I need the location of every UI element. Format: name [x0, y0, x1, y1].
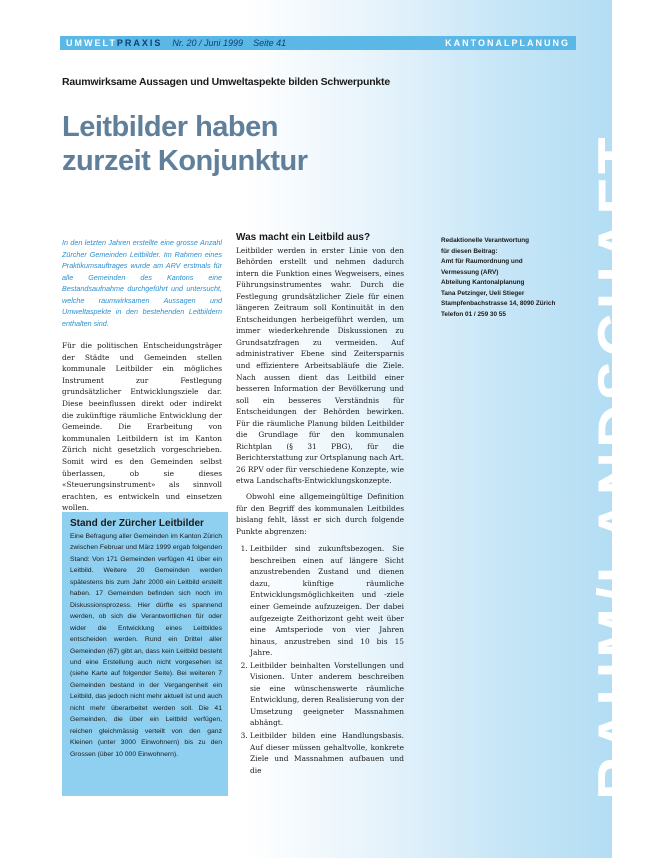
issue-number: Nr. 20 / Juni 1999 [172, 38, 244, 48]
info-box-title: Stand der Zürcher Leitbilder [70, 518, 204, 529]
credit-line: für diesen Beitrag: [441, 247, 498, 255]
credit-line: Amt für Raumordnung und [441, 258, 523, 265]
credit-line: Tana Petzinger, Ueli Stieger [441, 289, 525, 297]
headline [62, 110, 462, 178]
list-item: 3. Leitbilder bilden eine Handlungsbasis. Auf dieser müssen gehaltvolle, konkrete Ziele und Massnahmen aufbauen und die [250, 730, 404, 776]
brand-praxis: PRAXIS [116, 38, 163, 48]
headline-line-1: Leitbilder haben [62, 111, 278, 143]
info-box [62, 512, 228, 796]
credit-line: Stampfenbachstrasse 14, 8090 Zürich [441, 300, 556, 307]
credit-line: Vermessung (ARV) [441, 268, 499, 276]
section-label: KANTONALPLANUNG [445, 38, 570, 48]
list-item: 2. Leitbilder beinhalten Vorstellungen und Visionen. Unter anderem beschreiben sie eine wünschenswerte räumliche Entwicklung, deren Realisierung von der Umsetzung geeigneter Massnahmen abhängt. [250, 660, 404, 729]
intro-paragraph: Für die politischen Entscheidungsträger der Städte und Gemeinden stellen kommunale Leitbilder ein mögliches Instrument zur Festlegung grundsätzlicher Entwicklungsziele dar. Diese beeinflussen direkt oder indirekt die zukünftige räumliche Entwicklung der Gemeinde. Die Erarbeitung von kommunalen Leitbildern ist im Kanton Zürich nicht gesetzlich vorgeschrieben. Somit wird es den Gemeinden selbst überlassen, ob sie dieses «Steuerungsinstrument» als sinnvoll erachten, es entwickeln und einsetzen wollen. [62, 341, 222, 513]
kicker: Raumwirksame Aussagen und Umweltaspekte bilden Schwerpunkte [62, 76, 390, 88]
editorial-credits [441, 236, 581, 320]
page-number: Seite 41 [253, 38, 287, 48]
credit-line: Abteilung Kantonalplanung [441, 279, 525, 286]
section-heading: Was macht ein Leitbild aus? [236, 232, 371, 243]
list-item: 1. Leitbilder sind zukunftsbezogen. Sie beschreiben einen auf längere Sicht anzustrebenden Zustand und dienen dazu, künftige räumliche Entwicklungsmöglichkeiten und -ziele einer Gemeinde aufzuzeigen. Der dabei aufgezeigte Zeithorizont geht weit über eine Amtsperiode von vier Jahren hinaus, anzustreben sind 10 bis 15 Jahre. [250, 543, 404, 658]
credit-line: Redaktionelle Verantwortung [441, 237, 530, 244]
lead-paragraph: In den letzten Jahren erstellte eine grosse Anzahl Zürcher Gemeinden Leitbilder. Im Rahmen eines Praktikumsauftrages wurde am ARV erstmals für alle Gemeinden des Kantons eine Bestandsaufnahme durchgeführt und untersucht, welche raumwirksamen Aussagen und Umweltaspekte in den bestehenden Leitbildern enthalten sind. [62, 238, 222, 328]
credit-line: Telefon 01 / 259 30 55 [441, 310, 506, 318]
body-paragraph: Leitbilder werden in erster Linie von den Behörden erstellt und nehmen dadurch intern die Funktion eines Wegweisers, eines Führungsinstrumentes wahr. Durch die Festlegung grundsätzlicher Ziele für einen längeren Zeitraum soll Kontinuität in den Entscheidungen herbeigeführt werden, um immer wiederkehrende Diskussionen zu Grundsatzfragen zu vermeiden. Auf administrativer Ebene sind Zeitersparnis und effizientere Arbeitsabläufe die Ziele. Nach aussen dient das Leitbild einer besseren Information der Bevölkerung und soll ein besseres Verständnis für Entscheidungen der Behörden bewirken. Für die räumliche Planung bilden Leitbilder die Grundlage für den kommunalen Richtplan (§ 31 PBG), für die Berichterstattung zur Ortsplanung nach Art. 26 RPV oder für verschiedene Konzepte, wie etwa Landschafts-Entwicklungskonzepte. [236, 245, 404, 486]
info-box-body: Eine Befragung aller Gemeinden im Kanton Zürich zwischen Februar und März 1999 ergab folgenden Stand: Von 171 Gemeinden verfügen 41 über ein Leitbild. Weitere 20 Gemeinden werden spätestens bis zum Jahr 2000 ein Leitbild erstellt haben. 17 Gemeinden befinden sich noch im Diskussionsprozess. Hier dürfte es spannend werden, ob sich die Verantwortlichen für oder wider die Entwicklung eines Leitbildes entscheiden werden. Rund ein Drittel aller Gemeinden (67) gibt an, dass kein Leitbild besteht und eine Erstellung auch nicht vorgesehen ist (siehe Karte auf folgender Seite). Bei weiteren 7 Gemeinden bestand in der Vergangenheit ein Leitbild, das jedoch nicht mehr aktuell ist und auch nicht mehr überarbeitet werden soll. Die 41 Gemeinden, die über ein Leitbild verfügen, reichen gleichmässig verteilt von den ganz Kleinen (unter 3000 Einwohnern) bis zu den Grossen (über 10 000 Einwohnern). [70, 533, 222, 758]
headline-line-2: zurzeit Konjunktur [62, 145, 308, 177]
main-column [236, 232, 404, 777]
brand-umwelt: UMWELT [66, 38, 117, 48]
body-paragraph: Obwohl eine allgemeingültige Definition für den Begriff des kommunalen Leitbildes bislang fehlt, lässt er sich durch folgende Punkte abgrenzen: [236, 492, 404, 536]
header-bar [60, 36, 576, 50]
vertical-section-title: RAUM/LANDSCHAFT [586, 133, 653, 800]
criteria-list [236, 543, 404, 776]
